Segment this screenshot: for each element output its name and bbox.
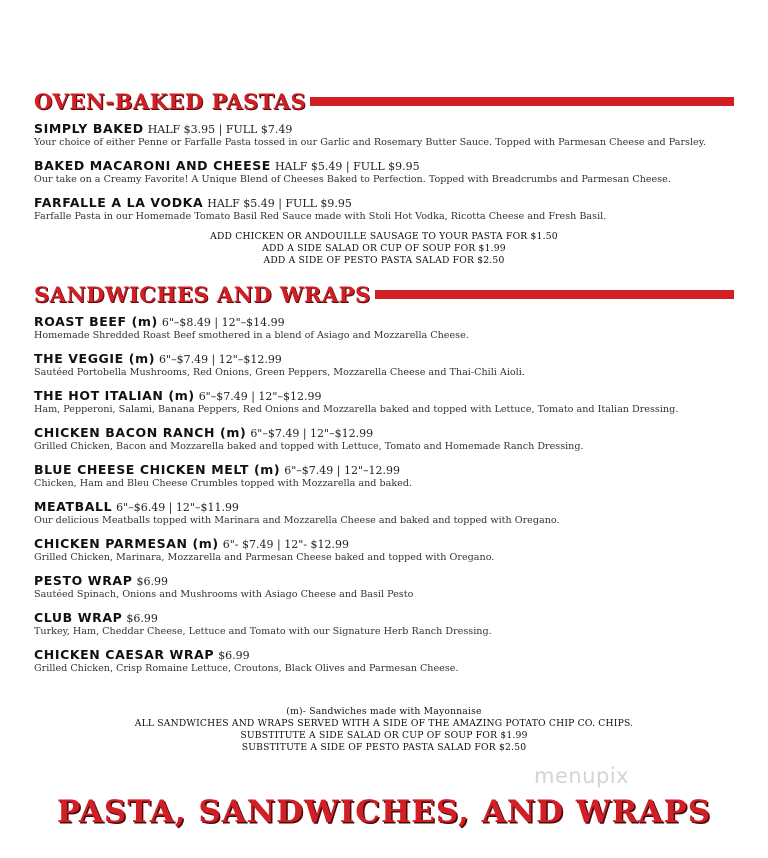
item-price: 6"–$7.49 | 12"–$12.99: [159, 353, 282, 366]
item-name: BLUE CHEESE CHICKEN MELT (m): [34, 462, 281, 477]
menu-item-pesto-wrap: [34, 573, 734, 600]
menu-item-hot-italian: [34, 388, 734, 415]
pasta-note: ADD A SIDE OF PESTO PASTA SALAD FOR $2.50: [263, 255, 505, 266]
item-price: $6.99: [218, 649, 250, 662]
item-name: CLUB WRAP: [34, 610, 123, 625]
item-price: HALF $5.49 | FULL $9.95: [207, 197, 352, 210]
item-name: THE HOT ITALIAN (m): [34, 388, 195, 403]
item-description: Our take on a Creamy Favorite! A Unique Blend of Cheeses Baked to Perfection. Topped with Breadcrumbs and Parmesan Cheese.: [34, 174, 671, 185]
pasta-note: ADD A SIDE SALAD OR CUP OF SOUP FOR $1.99: [262, 243, 506, 254]
footer-title: PASTA, SANDWICHES, AND WRAPS: [56, 794, 712, 830]
menu-item-baked-macaroni: [34, 158, 734, 185]
item-price: 6"- $7.49 | 12"- $12.99: [222, 538, 349, 551]
pasta-notes: [0, 231, 768, 267]
item-description: Farfalle Pasta in our Homemade Tomato Basil Red Sauce made with Stoli Hot Vodka, Ricotta Cheese and Fresh Basil.: [34, 211, 607, 222]
item-description: Ham, Pepperoni, Salami, Banana Peppers, Red Onions and Mozzarella baked and topped with Lettuce, Tomato and Italian Dressing.: [34, 404, 679, 415]
item-price: $6.99: [136, 575, 168, 588]
item-price: 6"–$6.49 | 12"–$11.99: [116, 501, 239, 514]
pasta-section-rule: [310, 97, 734, 106]
item-name: MEATBALL: [34, 499, 113, 514]
item-name: THE VEGGIE (m): [34, 351, 156, 366]
sandwich-section-title: SANDWICHES AND WRAPS: [34, 281, 371, 307]
item-price: 6"–$7.49 | 12"–$12.99: [198, 390, 322, 403]
item-price: $6.99: [126, 612, 158, 625]
sandwich-section-header: [34, 279, 734, 309]
sandwich-note: SUBSTITUTE A SIDE OF PESTO PASTA SALAD FOR $2.50: [241, 742, 527, 753]
menu-item-farfalle-vodka: [34, 195, 734, 222]
item-price: 6"–$8.49 | 12"–$14.99: [161, 316, 285, 329]
sandwich-note: SUBSTITUTE A SIDE SALAD OR CUP OF SOUP FOR $1.99: [240, 730, 528, 741]
item-price: HALF $3.95 | FULL $7.49: [147, 123, 293, 136]
item-name: CHICKEN BACON RANCH (m): [34, 425, 247, 440]
menu-item-chicken-bacon-ranch: [34, 425, 734, 452]
menu-item-blue-cheese-chicken-melt: [34, 462, 734, 489]
sandwich-notes: [0, 706, 768, 754]
sandwich-section-rule: [375, 290, 734, 299]
item-description: Your choice of either Penne or Farfalle Pasta tossed in our Garlic and Rosemary Butter Sauce. Topped with Parmesan Cheese and Parsley.: [34, 137, 706, 148]
item-description: Grilled Chicken, Crisp Romaine Lettuce, Croutons, Black Olives and Parmesan Cheese.: [34, 663, 459, 674]
menu-item-club-wrap: [34, 610, 734, 637]
menu-item-simply-baked: [34, 121, 734, 148]
pasta-items: [34, 121, 734, 232]
menu-item-veggie: [34, 351, 734, 378]
item-name: BAKED MACARONI AND CHEESE: [34, 158, 271, 173]
menu-item-roast-beef: [34, 314, 734, 341]
item-description: Our delicious Meatballs topped with Marinara and Mozzarella Cheese and baked and topped with Oregano.: [34, 515, 560, 526]
item-description: Sautéed Portobella Mushrooms, Red Onions, Green Peppers, Mozzarella Cheese and Thai-Chili Aioli.: [34, 367, 525, 378]
item-description: Sautéed Spinach, Onions and Mushrooms with Asiago Cheese and Basil Pesto: [34, 589, 414, 600]
item-price: 6"–$7.49 | 12"–12.99: [284, 464, 400, 477]
item-name: CHICKEN CAESAR WRAP: [34, 647, 215, 662]
pasta-section-title: OVEN-BAKED PASTAS: [34, 88, 307, 114]
item-description: Grilled Chicken, Bacon and Mozzarella baked and topped with Lettuce, Tomato and Homemade Ranch Dressing.: [34, 441, 584, 452]
sandwich-note: ALL SANDWICHES AND WRAPS SERVED WITH A SIDE OF THE AMAZING POTATO CHIP CO. CHIPS.: [134, 718, 634, 729]
menu-item-chicken-parmesan: [34, 536, 734, 563]
watermark-logo: menupix: [534, 764, 630, 788]
item-description: Grilled Chicken, Marinara, Mozzarella and Parmesan Cheese baked and topped with Oregano.: [34, 552, 495, 563]
item-description: Chicken, Ham and Bleu Cheese Crumbles topped with Mozzarella and baked.: [34, 478, 413, 489]
item-description: Homemade Shredded Roast Beef smothered in a blend of Asiago and Mozzarella Cheese.: [34, 330, 469, 341]
pasta-note: ADD CHICKEN OR ANDOUILLE SAUSAGE TO YOUR PASTA FOR $1.50: [210, 231, 558, 242]
menu-item-meatball: [34, 499, 734, 526]
sandwich-note: (m)- Sandwiches made with Mayonnaise: [286, 706, 482, 717]
item-price: HALF $5.49 | FULL $9.95: [274, 160, 420, 173]
item-name: SIMPLY BAKED: [34, 121, 144, 136]
item-price: 6"–$7.49 | 12"–$12.99: [250, 427, 374, 440]
menu-item-chicken-caesar-wrap: [34, 647, 734, 674]
item-name: CHICKEN PARMESAN (m): [34, 536, 219, 551]
sandwich-items: [34, 314, 734, 684]
item-description: Turkey, Ham, Cheddar Cheese, Lettuce and Tomato with our Signature Herb Ranch Dressing.: [34, 626, 492, 637]
item-name: PESTO WRAP: [34, 573, 133, 588]
pasta-section-header: [34, 86, 734, 116]
item-name: FARFALLE A LA VODKA: [34, 195, 204, 210]
item-name: ROAST BEEF (m): [34, 314, 158, 329]
